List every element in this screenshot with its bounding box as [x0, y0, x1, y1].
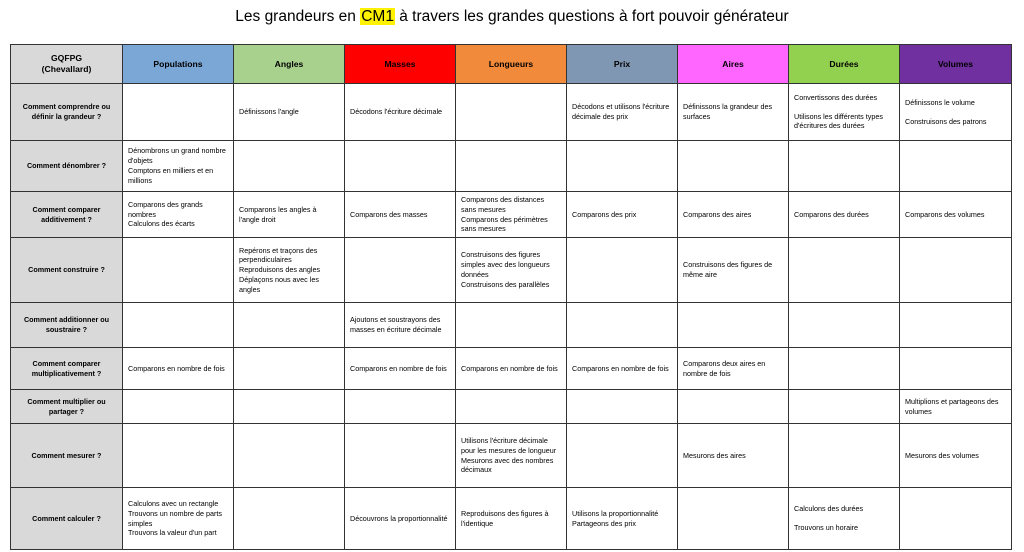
- table-cell: [900, 348, 1012, 390]
- row-question: Comment construire ?: [11, 238, 123, 303]
- table-cell: [789, 84, 900, 141]
- cell-entry: Multiplions et partageons des volumes: [905, 396, 999, 416]
- table-cell: [456, 424, 567, 488]
- table-cell: [234, 424, 345, 488]
- table-cell: [789, 488, 900, 550]
- table-cell: [345, 303, 456, 348]
- column-header-6: Aires: [678, 45, 789, 84]
- table-row: [11, 141, 1012, 192]
- table-cell: [123, 348, 234, 390]
- header-row: [11, 45, 1012, 84]
- cell-entry: Définissons la grandeur des surfaces: [683, 102, 773, 121]
- table-cell: [345, 390, 456, 424]
- cell-entry: Convertissons des durées: [794, 92, 878, 102]
- cell-entry: Comparons des prix: [572, 209, 637, 219]
- column-header-1: Populations: [123, 45, 234, 84]
- cell-entry: Construisons des figures simples avec des longueurs données: [461, 250, 550, 279]
- table-cell: [678, 141, 789, 192]
- cell-entry: Mesurons des aires: [683, 450, 746, 460]
- cell-entry: Comparons en nombre de fois: [572, 363, 669, 373]
- table-cell: [567, 390, 678, 424]
- corner-header: [11, 45, 123, 84]
- cell-entry: Comparons en nombre de fois: [461, 363, 558, 373]
- table-cell: [345, 424, 456, 488]
- table-cell: [900, 303, 1012, 348]
- row-question: Comment calculer ?: [11, 488, 123, 550]
- row-question: Comment comprendre ou définir la grandeur ?: [11, 84, 123, 141]
- table-cell: [567, 84, 678, 141]
- cell-entry: Comparons des périmètres sans mesures: [461, 214, 548, 234]
- table-cell: [123, 488, 234, 550]
- table-cell: [789, 424, 900, 488]
- table-cell: [567, 192, 678, 238]
- cell-entry: Ajoutons et soustrayons des masses en écriture décimale: [350, 315, 442, 334]
- column-header-7: Durées: [789, 45, 900, 84]
- table-cell: [567, 348, 678, 390]
- cell-entry: Comparons des volumes: [905, 209, 985, 219]
- table-cell: [567, 141, 678, 192]
- cell-entry: Décodons l'écriture décimale: [350, 107, 443, 117]
- row-question: Comment comparer additivement ?: [11, 192, 123, 238]
- table-cell: [345, 141, 456, 192]
- cell-entry: Utilisons la proportionnalité: [572, 508, 659, 518]
- table-cell: [345, 348, 456, 390]
- table-cell: [678, 488, 789, 550]
- cell-entry: Déplaçons nous avec les angles: [239, 274, 319, 294]
- cell-entry: Comptons en milliers et en millions: [128, 166, 214, 185]
- cell-entry: Trouvons un horaire: [794, 523, 859, 532]
- table-cell: [234, 84, 345, 141]
- table-cell: [345, 488, 456, 550]
- table-cell: [900, 192, 1012, 238]
- row-question: Comment multiplier ou partager ?: [11, 390, 123, 424]
- cell-entry: Comparons des distances sans mesures: [461, 194, 545, 214]
- cell-entry: Calculons des écarts: [128, 219, 195, 229]
- table-row: [11, 424, 1012, 488]
- title-after: à travers les grandes questions à fort pouvoir générateur: [394, 8, 789, 25]
- table-row: [11, 84, 1012, 141]
- table-cell: [345, 192, 456, 238]
- table-cell: [789, 348, 900, 390]
- table-row: [11, 390, 1012, 424]
- cell-entry: Comparons des aires: [683, 209, 752, 219]
- table-cell: [567, 424, 678, 488]
- corner-line1: GQFPG: [50, 53, 83, 63]
- cell-entry: Utilisons l'écriture décimale pour les mesures de longueur: [461, 435, 557, 455]
- column-header-2: Angles: [234, 45, 345, 84]
- table-row: [11, 303, 1012, 348]
- table-row: [11, 348, 1012, 390]
- cell-entry: Comparons les angles à l'angle droit: [239, 204, 317, 224]
- table-cell: [456, 238, 567, 303]
- page-title: [0, 6, 1024, 28]
- table-row: [11, 488, 1012, 550]
- cell-entry: Reproduisons des angles: [239, 265, 321, 275]
- cell-entry: Comparons des grands nombres: [128, 199, 203, 219]
- grandeurs-table: [10, 44, 1012, 550]
- column-header-3: Masses: [345, 45, 456, 84]
- cell-entry: Trouvons un nombre de parts simples: [128, 508, 223, 528]
- table-cell: [345, 84, 456, 141]
- table-cell: [678, 348, 789, 390]
- cell-entry: Dénombrons un grand nombre d'objets: [128, 146, 226, 166]
- title-before: Les grandeurs en: [235, 8, 361, 25]
- table-cell: [345, 238, 456, 303]
- table-cell: [678, 84, 789, 141]
- table-cell: [123, 390, 234, 424]
- table-cell: [678, 424, 789, 488]
- cell-entry: Mesurons avec des nombres décimaux: [461, 455, 554, 475]
- table-cell: [234, 303, 345, 348]
- cell-entry: Définissons le volume: [905, 97, 975, 107]
- table-cell: [456, 390, 567, 424]
- cell-entry: Comparons deux aires en nombre de fois: [683, 358, 766, 378]
- cell-entry: Construisons des patrons: [905, 116, 987, 126]
- column-header-8: Volumes: [900, 45, 1012, 84]
- table-cell: [234, 141, 345, 192]
- cell-entry: Calculons avec un rectangle: [128, 498, 219, 508]
- cell-entry: Définissons l'angle: [239, 107, 299, 117]
- cell-entry: Comparons des durées: [794, 209, 869, 219]
- cell-entry: Comparons des masses: [350, 209, 428, 219]
- column-header-5: Prix: [567, 45, 678, 84]
- table-cell: [900, 390, 1012, 424]
- table-cell: [456, 348, 567, 390]
- table-row: [11, 192, 1012, 238]
- table-cell: [123, 238, 234, 303]
- table-cell: [789, 192, 900, 238]
- row-question: Comment dénombrer ?: [11, 141, 123, 192]
- table-cell: [789, 238, 900, 303]
- row-question: Comment additionner ou soustraire ?: [11, 303, 123, 348]
- table-cell: [678, 192, 789, 238]
- table-cell: [567, 488, 678, 550]
- cell-entry: Comparons en nombre de fois: [128, 363, 225, 373]
- table-cell: [900, 424, 1012, 488]
- table-cell: [234, 348, 345, 390]
- table-cell: [678, 238, 789, 303]
- table-cell: [678, 303, 789, 348]
- table-cell: [234, 192, 345, 238]
- table-cell: [456, 141, 567, 192]
- table-cell: [789, 390, 900, 424]
- cell-entry: Partageons des prix: [572, 518, 636, 528]
- table-cell: [234, 488, 345, 550]
- table-body: [11, 84, 1012, 550]
- cell-entry: Utilisons les différents types d'écritures des durées: [794, 111, 883, 131]
- cell-entry: Construisons des figures de même aire: [683, 260, 773, 279]
- table-cell: [900, 84, 1012, 141]
- table-cell: [123, 303, 234, 348]
- cell-entry: Décodons et utilisons l'écriture décimale des prix: [572, 102, 670, 121]
- cell-entry: Découvrons la proportionnalité: [350, 513, 448, 523]
- table-cell: [234, 390, 345, 424]
- table-cell: [123, 424, 234, 488]
- table-cell: [123, 84, 234, 141]
- cell-entry: Calculons des durées: [794, 504, 864, 514]
- table-cell: [789, 141, 900, 192]
- table-cell: [900, 238, 1012, 303]
- cell-entry: Trouvons la valeur d'un part: [128, 528, 217, 538]
- table-row: [11, 238, 1012, 303]
- cell-entry: Mesurons des volumes: [905, 450, 979, 460]
- row-question: Comment comparer multiplicativement ?: [11, 348, 123, 390]
- table-cell: [456, 303, 567, 348]
- table-cell: [456, 488, 567, 550]
- cell-entry: Reproduisons des figures à l'identique: [461, 508, 549, 528]
- cell-entry: Comparons en nombre de fois: [350, 363, 447, 373]
- table-cell: [900, 488, 1012, 550]
- table-cell: [123, 192, 234, 238]
- table-cell: [900, 141, 1012, 192]
- row-question: Comment mesurer ?: [11, 424, 123, 488]
- table-cell: [234, 238, 345, 303]
- cell-entry: Construisons des parallèles: [461, 279, 550, 289]
- cell-entry: Repérons et traçons des perpendiculaires: [239, 245, 318, 265]
- table-cell: [789, 303, 900, 348]
- title-highlight: CM1: [361, 8, 394, 25]
- table-cell: [456, 84, 567, 141]
- table-cell: [567, 238, 678, 303]
- corner-line2: (Chevallard): [41, 64, 92, 74]
- table-cell: [678, 390, 789, 424]
- table-cell: [567, 303, 678, 348]
- table-cell: [123, 141, 234, 192]
- table-cell: [456, 192, 567, 238]
- column-header-4: Longueurs: [456, 45, 567, 84]
